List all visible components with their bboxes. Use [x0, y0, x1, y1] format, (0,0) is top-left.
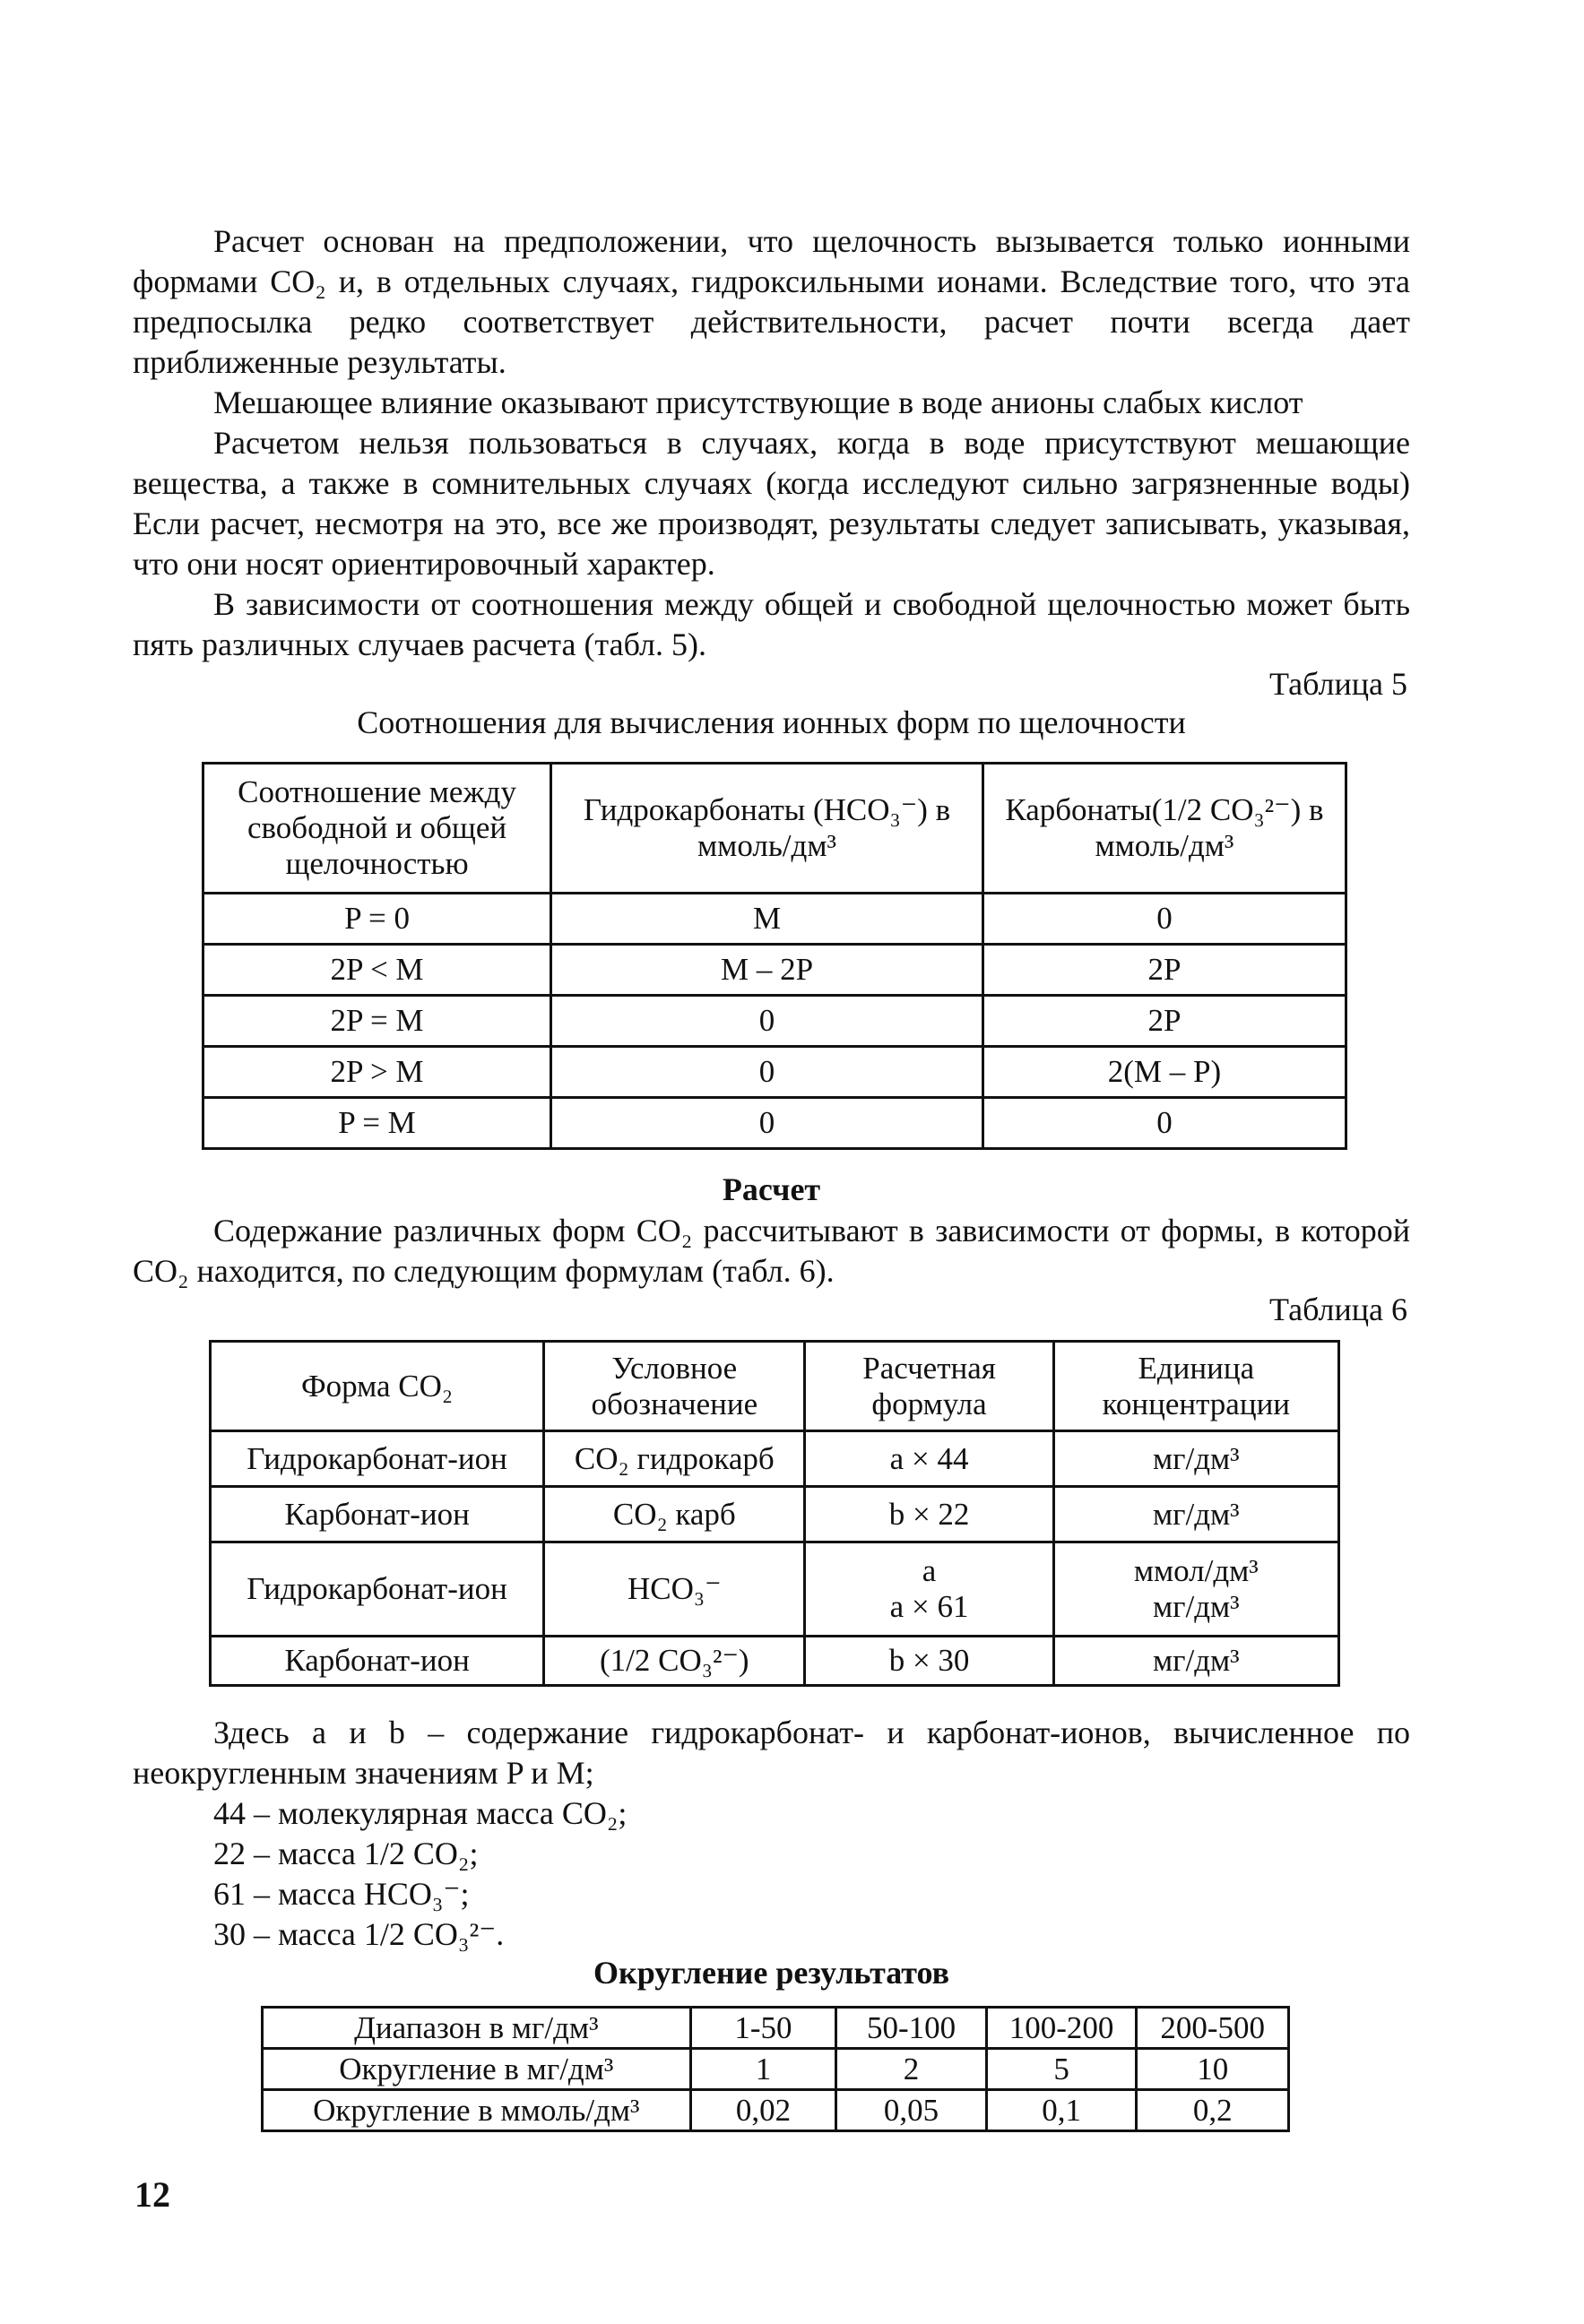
table5-header-cell: Карбонаты(1/2 CO₃²⁻) в ммоль/дм³ — [982, 764, 1346, 894]
table-cell: 1-50 — [690, 2008, 836, 2049]
table-cell: Карбонат-ион — [211, 1487, 544, 1542]
table-cell: b × 30 — [805, 1637, 1053, 1686]
table-cell: 0 — [982, 894, 1346, 945]
table5-header-row — [203, 764, 1346, 894]
calc-text — [133, 1211, 1410, 1292]
table-cell: 2P = M — [203, 996, 551, 1047]
intro-paragraph-2: Мешающее влияние оказывают присутствующие в воде анионы слабых кислот — [213, 384, 1303, 420]
table-cell: HCO₃⁻ — [544, 1542, 805, 1637]
table-cell: M – 2P — [551, 945, 983, 996]
table-row — [211, 1542, 1339, 1637]
table-cell: мг/дм³ — [1053, 1431, 1338, 1487]
table-cell: 2P — [982, 945, 1346, 996]
table-cell: 50-100 — [836, 2008, 987, 2049]
calc-paragraph: Содержание различных форм CO₂ рассчитывают в зависимости от формы, в которой CO₂ находится, по следующим формулам (табл. 6). — [133, 1213, 1410, 1289]
table-cell: CO₂ карб — [544, 1487, 805, 1542]
intro-text — [133, 221, 1410, 665]
table-cell: 0,02 — [690, 2090, 836, 2131]
table-cell: Диапазон в мг/дм³ — [263, 2008, 691, 2049]
table-cell: Гидрокарбонат-ион — [211, 1431, 544, 1487]
notes-line: 61 – масса HCO₃⁻; — [213, 1876, 470, 1912]
intro-paragraph-3: Расчетом нельзя пользоваться в случаях, когда в воде присутствуют мешающие вещества, а также в сомнительных случаях (когда исследуют сильно загрязненные воды) Если расчет, несмотря на это, все же производят, результаты следует записывать, указывая, что они носят ориентировочный характер. — [133, 425, 1410, 582]
table-row — [203, 1098, 1346, 1149]
notes-text — [133, 1713, 1410, 1955]
calc-heading: Расчет — [722, 1171, 821, 1207]
table-row — [263, 2090, 1289, 2131]
table-cell: 200-500 — [1137, 2008, 1289, 2049]
rounding-heading: Округление результатов — [593, 1955, 950, 1991]
table6-header-cell: Форма CO₂ — [211, 1342, 544, 1431]
table-cell: a × 44 — [805, 1431, 1053, 1487]
rounding-table — [261, 2006, 1290, 2132]
table-cell: ммол/дм³ мг/дм³ — [1053, 1542, 1338, 1637]
table-cell: a a × 61 — [805, 1542, 1053, 1637]
table-cell: 100-200 — [986, 2008, 1137, 2049]
table-cell: (1/2 CO₃²⁻) — [544, 1637, 805, 1686]
table-cell: Карбонат-ион — [211, 1637, 544, 1686]
table5-title: Соотношения для вычисления ионных форм по щелочности — [357, 704, 1186, 740]
table-cell: 2(M – P) — [982, 1047, 1346, 1098]
notes-paragraph: Здесь a и b – содержание гидрокарбонат- и карбонат-ионов, вычисленное по неокругленным значениям P и M; — [133, 1715, 1410, 1791]
table-row — [203, 996, 1346, 1047]
table-cell: 2P > M — [203, 1047, 551, 1098]
table5-header-cell: Гидрокарбонаты (HCO₃⁻) в ммоль/дм³ — [551, 764, 983, 894]
table5-header-cell: Соотношение между свободной и общей щелочностью — [203, 764, 551, 894]
table-row — [203, 894, 1346, 945]
table-cell: 10 — [1137, 2049, 1289, 2090]
table-row — [263, 2049, 1289, 2090]
table-row — [263, 2008, 1289, 2049]
table-row — [211, 1637, 1339, 1686]
table-cell: Гидрокарбонат-ион — [211, 1542, 544, 1637]
table-cell: мг/дм³ — [1053, 1637, 1338, 1686]
table-cell: 2P < M — [203, 945, 551, 996]
table6-header-row — [211, 1342, 1339, 1431]
table-cell: 0 — [982, 1098, 1346, 1149]
intro-paragraph-4: В зависимости от соотношения между общей и свободной щелочностью может быть пять различных случаев расчета (табл. 5). — [133, 586, 1410, 662]
table-cell: P = 0 — [203, 894, 551, 945]
intro-paragraph-1: Расчет основан на предположении, что щелочность вызывается только ионными формами CO₂ и, в отдельных случаях, гидроксильными ионами. Вследствие того, что эта предпосылка редко соответствует действительности, расчет почти всегда дает приближенные результаты. — [133, 223, 1410, 380]
table-cell: CO₂ гидрокарб — [544, 1431, 805, 1487]
table-row — [203, 1047, 1346, 1098]
table6-header-cell: Условное обозначение — [544, 1342, 805, 1431]
table-row — [211, 1431, 1339, 1487]
notes-line: 44 – молекулярная масса CO₂; — [213, 1795, 628, 1831]
table5-label: Таблица 5 — [1269, 666, 1407, 702]
table6-label: Таблица 6 — [1269, 1292, 1407, 1327]
table-cell: Округление в мг/дм³ — [263, 2049, 691, 2090]
table-cell: мг/дм³ — [1053, 1487, 1338, 1542]
table-row — [211, 1487, 1339, 1542]
table-cell: 0 — [551, 996, 983, 1047]
table-cell: 0,2 — [1137, 2090, 1289, 2131]
notes-line: 22 – масса 1/2 CO₂; — [213, 1836, 479, 1871]
table6-header-cell: Расчетная формула — [805, 1342, 1053, 1431]
table-cell: 1 — [690, 2049, 836, 2090]
table6-header-cell: Единица концентрации — [1053, 1342, 1338, 1431]
table-cell: b × 22 — [805, 1487, 1053, 1542]
table-cell: 2P — [982, 996, 1346, 1047]
page-number: 12 — [134, 2174, 170, 2215]
table-cell: 0 — [551, 1098, 983, 1149]
notes-line: 30 – масса 1/2 CO₃²⁻. — [213, 1916, 505, 1952]
table-cell: 0 — [551, 1047, 983, 1098]
table-cell: Округление в ммоль/дм³ — [263, 2090, 691, 2131]
table5 — [202, 762, 1347, 1150]
table-cell: 0,1 — [986, 2090, 1137, 2131]
table-cell: M — [551, 894, 983, 945]
table-row — [203, 945, 1346, 996]
table-cell: 2 — [836, 2049, 987, 2090]
table-cell: P = M — [203, 1098, 551, 1149]
table-cell: 5 — [986, 2049, 1137, 2090]
table6 — [209, 1340, 1340, 1687]
table-cell: 0,05 — [836, 2090, 987, 2131]
